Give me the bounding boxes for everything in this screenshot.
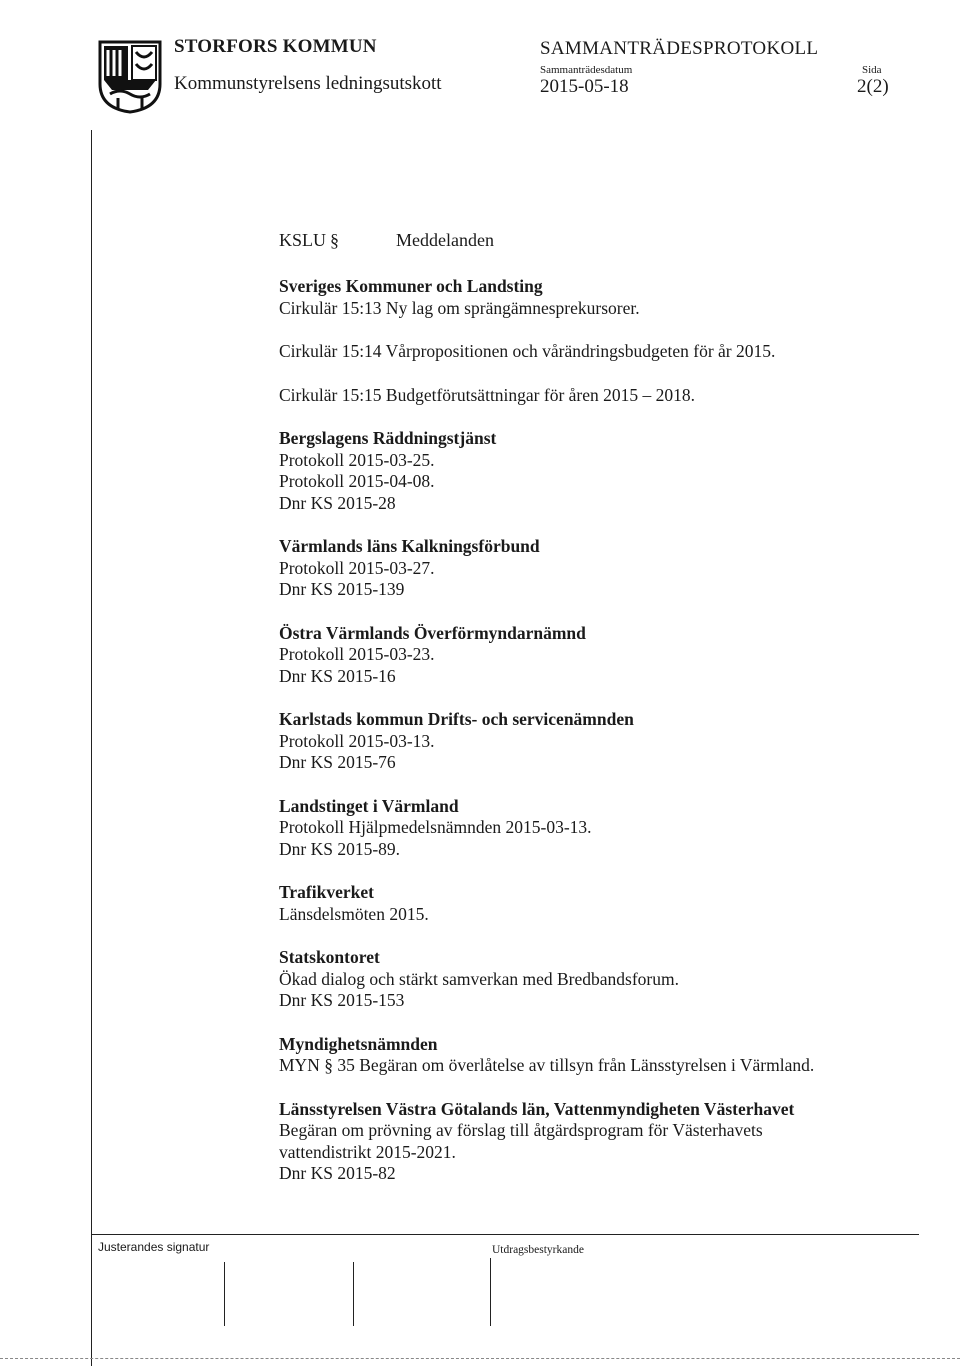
notice-organization: Myndighetsnämnden: [279, 1033, 438, 1054]
notice-line: Protokoll 2015-04-08.: [279, 471, 435, 491]
signature-box-divider: [353, 1262, 354, 1326]
notice-organization: Värmlands läns Kalkningsförbund: [279, 536, 540, 556]
notice-section: [279, 796, 899, 861]
notice-section: [279, 709, 899, 774]
notice-organization: Länsstyrelsen Västra Götalands län, Vattenmyndigheten Västerhavet: [279, 1098, 795, 1119]
notice-organization: Sveriges Kommuner och Landsting: [279, 276, 543, 296]
notice-line: Dnr KS 2015-28: [279, 492, 396, 513]
notice-section: [279, 428, 899, 514]
notice-line: Protokoll 2015-03-13.: [279, 730, 435, 751]
notice-line: Länsdelsmöten 2015.: [279, 903, 429, 924]
footer-rule: [91, 1234, 919, 1235]
signature-box-divider: [490, 1258, 491, 1326]
signature-box-divider: [224, 1262, 225, 1326]
notice-line: Cirkulär 15:15 Budgetförutsättningar för åren 2015 – 2018.: [279, 384, 696, 405]
notice-line: Dnr KS 2015-16: [279, 665, 396, 686]
page-number: 2(2): [857, 76, 889, 97]
notice-line: Protokoll 2015-03-23.: [279, 644, 435, 664]
notice-line: MYN § 35 Begäran om överlåtelse av tillsyn från Länsstyrelsen i Värmland.: [279, 1055, 815, 1075]
notice-organization: Karlstads kommun Drifts- och servicenämnden: [279, 709, 634, 729]
page-bottom-edge: [0, 1358, 960, 1360]
notice-organization: Östra Värmlands Överförmyndarnämnd: [279, 622, 586, 643]
notice-organization: Trafikverket: [279, 882, 374, 902]
notice-line: Dnr KS 2015-139: [279, 579, 405, 599]
meeting-date-label: Sammanträdesdatum: [540, 64, 633, 76]
committee-name: Kommunstyrelsens ledningsutskott: [174, 73, 442, 94]
notice-line: Protokoll 2015-03-27.: [279, 557, 435, 578]
paragraph-sign: §: [330, 230, 340, 250]
notice-line: Ökad dialog och stärkt samverkan med Bredbandsforum.: [279, 968, 679, 989]
notice-line: Dnr KS 2015-89.: [279, 838, 401, 859]
item-heading: [279, 230, 494, 251]
notice-line: Begäran om prövning av förslag till åtgärdsprogram för Västerhavets: [279, 1120, 763, 1140]
notice-line: Dnr KS 2015-82: [279, 1163, 396, 1183]
municipal-coat-of-arms-logo: [98, 40, 162, 114]
organization-name: STORFORS KOMMUN: [174, 36, 377, 57]
notice-section: [279, 882, 899, 925]
notice-section: [279, 1034, 899, 1077]
notice-line: Dnr KS 2015-76: [279, 752, 396, 772]
meeting-date: 2015-05-18: [540, 76, 629, 97]
notice-line: Cirkulär 15:13 Ny lag om sprängämnesprekursorer.: [279, 297, 640, 318]
notice-section: [279, 947, 899, 1012]
notice-section: [279, 276, 899, 406]
notice-organization: Statskontoret: [279, 947, 380, 967]
item-code: KSLU: [279, 230, 327, 250]
notice-line: vattendistrikt 2015-2021.: [279, 1141, 456, 1162]
notice-line: Protokoll 2015-03-25.: [279, 449, 435, 470]
notice-line: Dnr KS 2015-153: [279, 990, 405, 1010]
notice-section: [279, 1099, 899, 1185]
notice-section: [279, 623, 899, 688]
notice-section: [279, 536, 899, 601]
notice-line: Cirkulär 15:14 Vårpropositionen och vårändringsbudgeten för år 2015.: [279, 341, 776, 361]
notices-list: [279, 276, 899, 1207]
notice-organization: Landstinget i Värmland: [279, 795, 459, 816]
notice-line: Protokoll Hjälpmedelsnämnden 2015-03-13.: [279, 817, 592, 837]
extract-certification-label: Utdragsbestyrkande: [492, 1244, 584, 1256]
document-type: SAMMANTRÄDESPROTOKOLL: [540, 38, 819, 59]
left-margin-rule: [91, 130, 92, 1366]
signature-label: Justerandes signatur: [98, 1240, 210, 1254]
notice-organization: Bergslagens Räddningstjänst: [279, 428, 497, 448]
item-title: Meddelanden: [396, 230, 494, 250]
page-label: Sida: [862, 64, 882, 76]
